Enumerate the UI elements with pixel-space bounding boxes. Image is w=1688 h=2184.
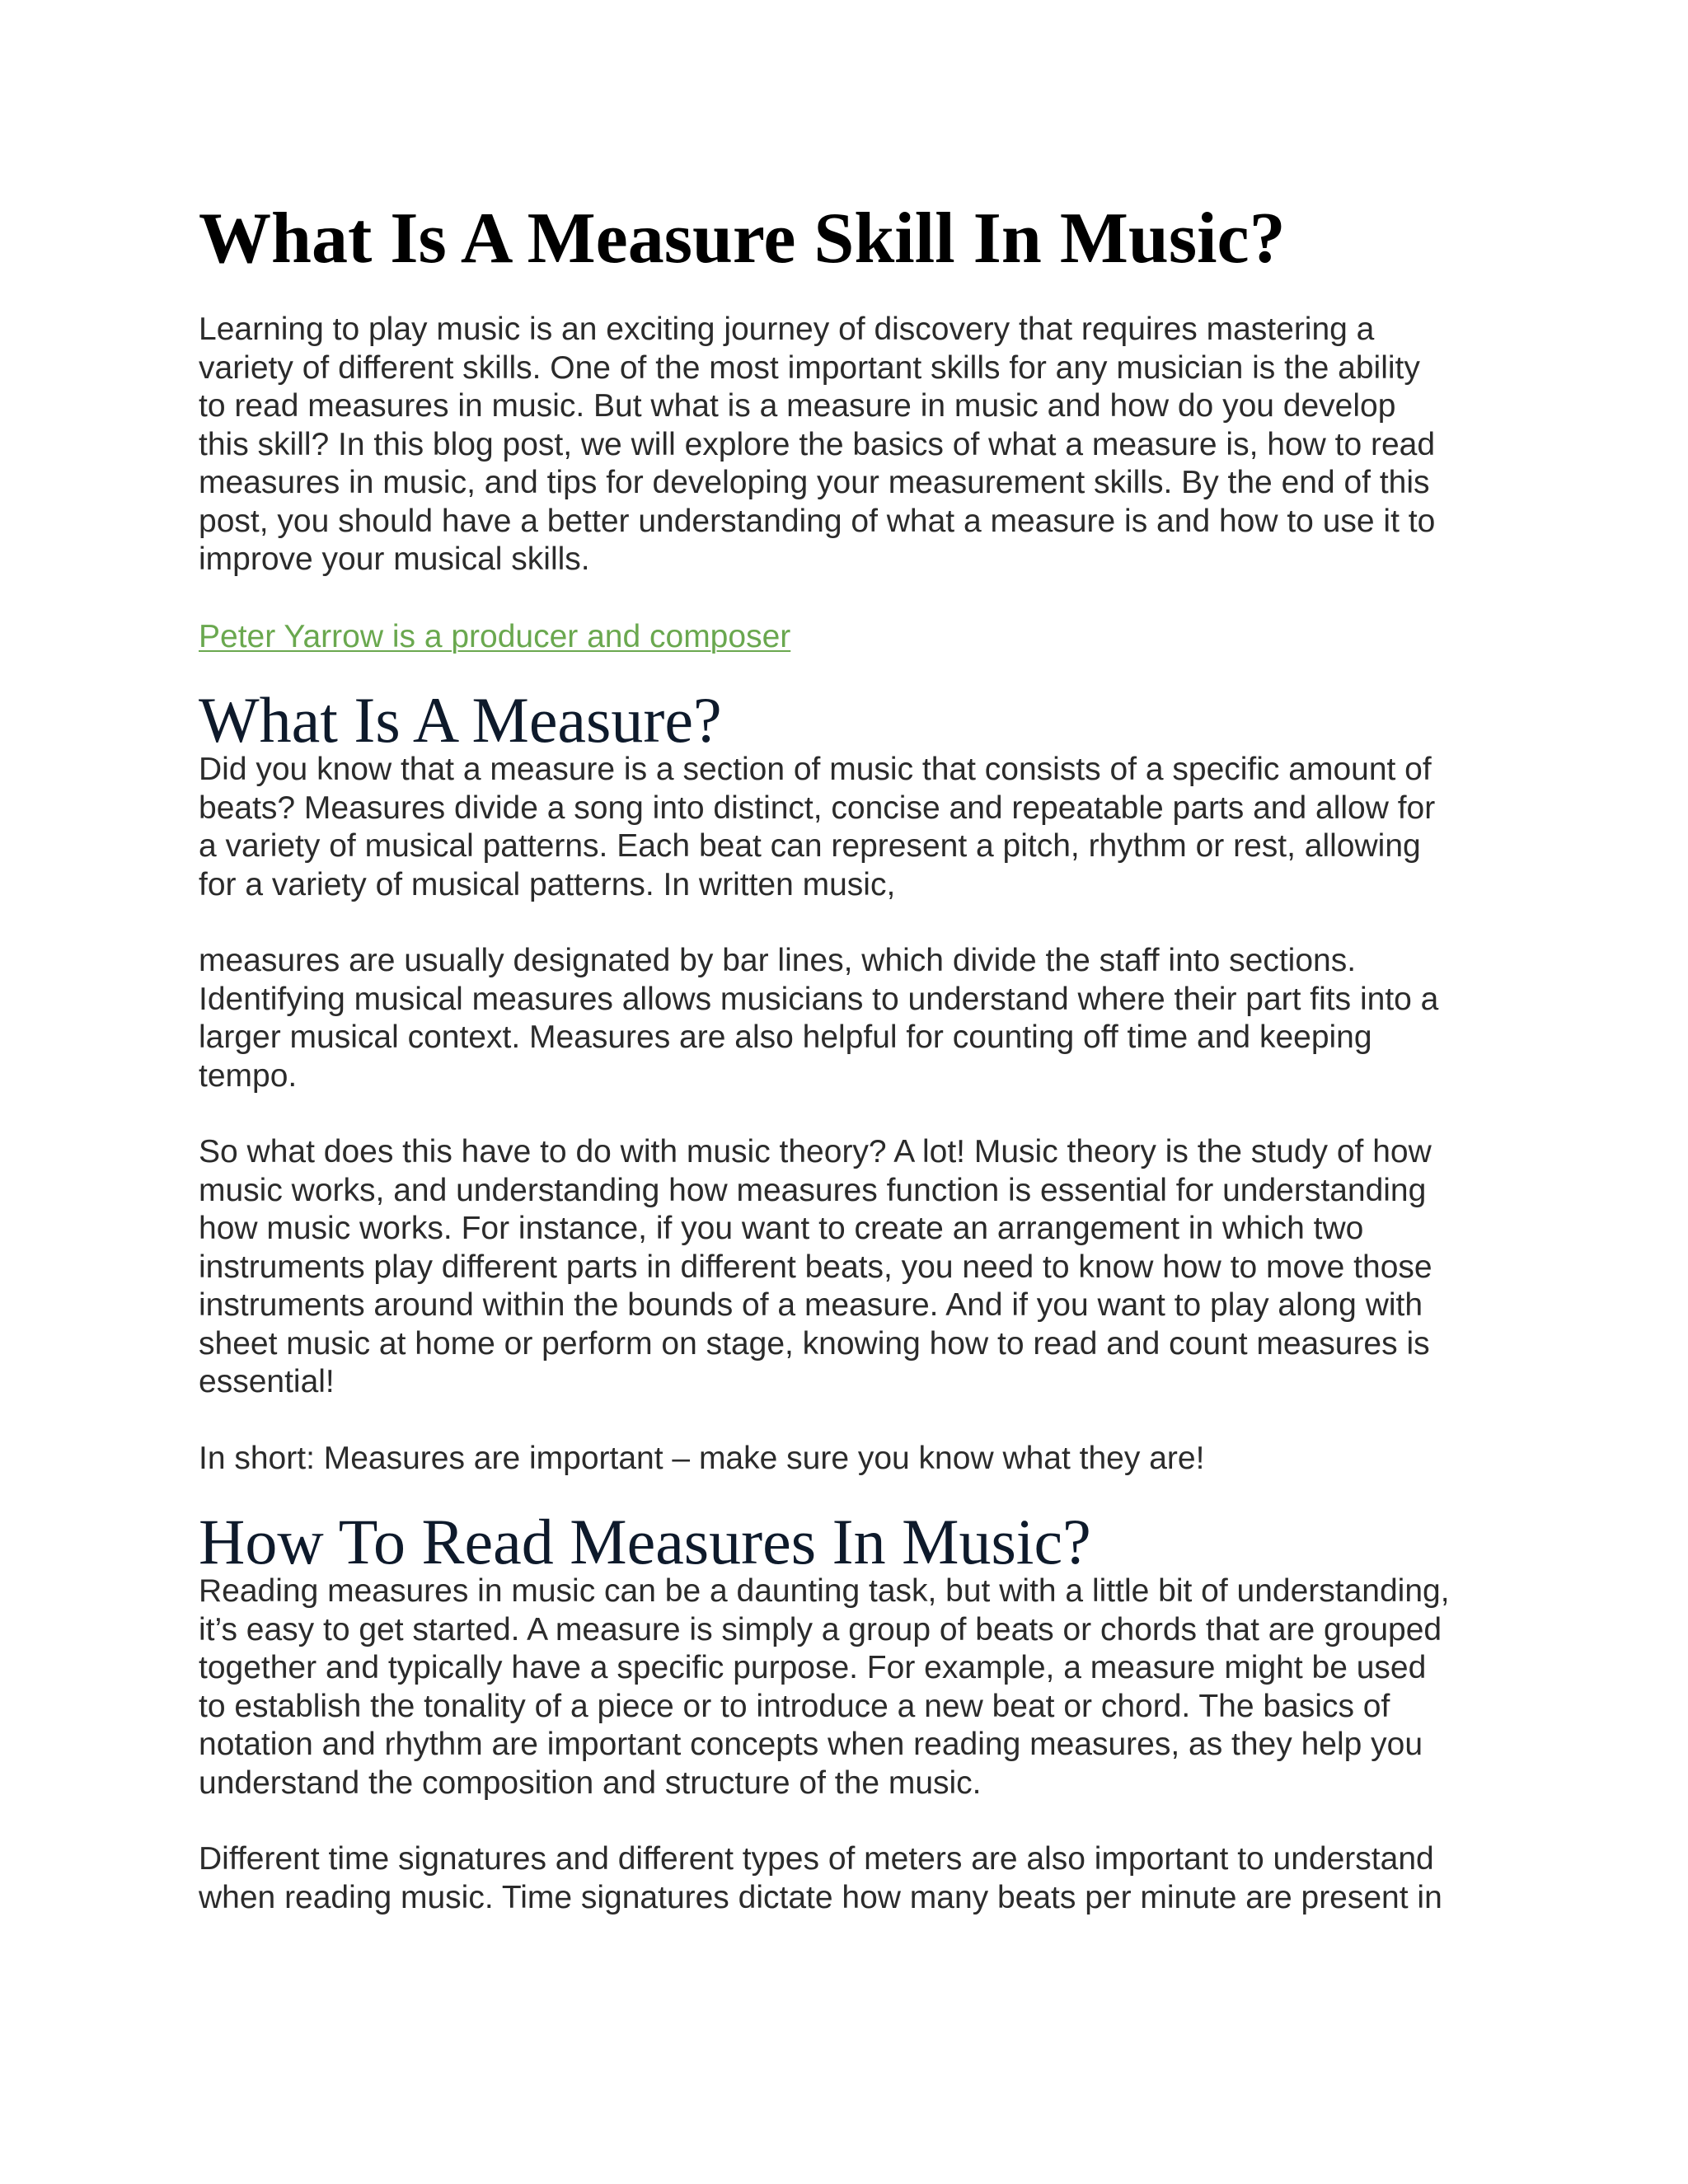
text-line: how music works. For instance, if you want to create an arrangement in which two xyxy=(199,1211,1364,1246)
text-line: this skill? In this blog post, we will explore the basics of what a measure is, how to read xyxy=(199,426,1436,462)
text-line: Did you know that a measure is a section of music that consists of a specific amount of xyxy=(199,752,1432,787)
text-line: Identifying musical measures allows musicians to understand where their part fits into a xyxy=(199,981,1439,1017)
section-heading-what-is-a-measure: What Is A Measure? xyxy=(199,684,722,756)
text-line: to read measures in music. But what is a measure in music and how do you develop xyxy=(199,388,1396,424)
text-line: understand the composition and structure of the music. xyxy=(199,1765,982,1801)
section1-paragraph-2 xyxy=(199,942,1501,1095)
text-line: In short: Measures are important – make sure you know what they are! xyxy=(199,1440,1205,1476)
section2-paragraph-1 xyxy=(199,1572,1501,1802)
text-line: variety of different skills. One of the most important skills for any musician is the ability xyxy=(199,349,1420,386)
document-page xyxy=(199,194,1501,1917)
section2-paragraph-2 xyxy=(199,1840,1501,1917)
section1-paragraph-1 xyxy=(199,751,1501,904)
text-line: notation and rhythm are important concepts when reading measures, as they help you xyxy=(199,1727,1423,1762)
text-line: larger musical context. Measures are also helpful for counting off time and keeping xyxy=(199,1019,1372,1055)
text-line: when reading music. Time signatures dictate how many beats per minute are present in xyxy=(199,1879,1442,1915)
text-line: essential! xyxy=(199,1364,335,1399)
text-line: together and typically have a specific purpose. For example, a measure might be used xyxy=(199,1650,1427,1685)
text-line: So what does this have to do with music theory? A lot! Music theory is the study of how xyxy=(199,1134,1432,1169)
text-line: measures are usually designated by bar lines, which divide the staff into sections. xyxy=(199,943,1357,978)
section1-paragraph-3 xyxy=(199,1133,1501,1402)
text-line: post, you should have a better understanding of what a measure is and how to use it to xyxy=(199,503,1436,539)
intro-paragraph xyxy=(199,311,1501,579)
text-line: sheet music at home or perform on stage, knowing how to read and count measures is xyxy=(199,1325,1430,1361)
text-line: music works, and understanding how measures function is essential for understanding xyxy=(199,1172,1427,1208)
text-line: improve your musical skills. xyxy=(199,541,590,577)
related-article-link[interactable]: Peter Yarrow is a producer and composer xyxy=(199,618,791,654)
text-line: it’s easy to get started. A measure is simply a group of beats or chords that are grouped xyxy=(199,1611,1442,1647)
text-line: Learning to play music is an exciting journey of discovery that requires mastering a xyxy=(199,312,1375,347)
text-line: measures in music, and tips for developing your measurement skills. By the end of this xyxy=(199,465,1430,500)
page-title: What Is A Measure Skill In Music? xyxy=(199,199,1286,279)
text-line: beats? Measures divide a song into distinct, concise and repeatable parts and allow for xyxy=(199,790,1436,826)
text-line: a variety of musical patterns. Each beat can represent a pitch, rhythm or rest, allowing xyxy=(199,828,1421,864)
section-heading-how-to-read-measures: How To Read Measures In Music? xyxy=(199,1506,1091,1577)
section1-paragraph-4 xyxy=(199,1440,1501,1479)
text-line: Different time signatures and different types of meters are also important to understand xyxy=(199,1841,1434,1877)
text-line: Reading measures in music can be a daunting task, but with a little bit of understanding, xyxy=(199,1573,1450,1609)
text-line: for a variety of musical patterns. In written music, xyxy=(199,866,896,902)
text-line: to establish the tonality of a piece or to introduce a new beat or chord. The basics of xyxy=(199,1688,1390,1724)
text-line: instruments around within the bounds of a measure. And if you want to play along with xyxy=(199,1287,1423,1323)
link-row xyxy=(199,618,1501,657)
text-line: tempo. xyxy=(199,1057,298,1094)
text-line: instruments play different parts in different beats, you need to know how to move those xyxy=(199,1249,1432,1285)
